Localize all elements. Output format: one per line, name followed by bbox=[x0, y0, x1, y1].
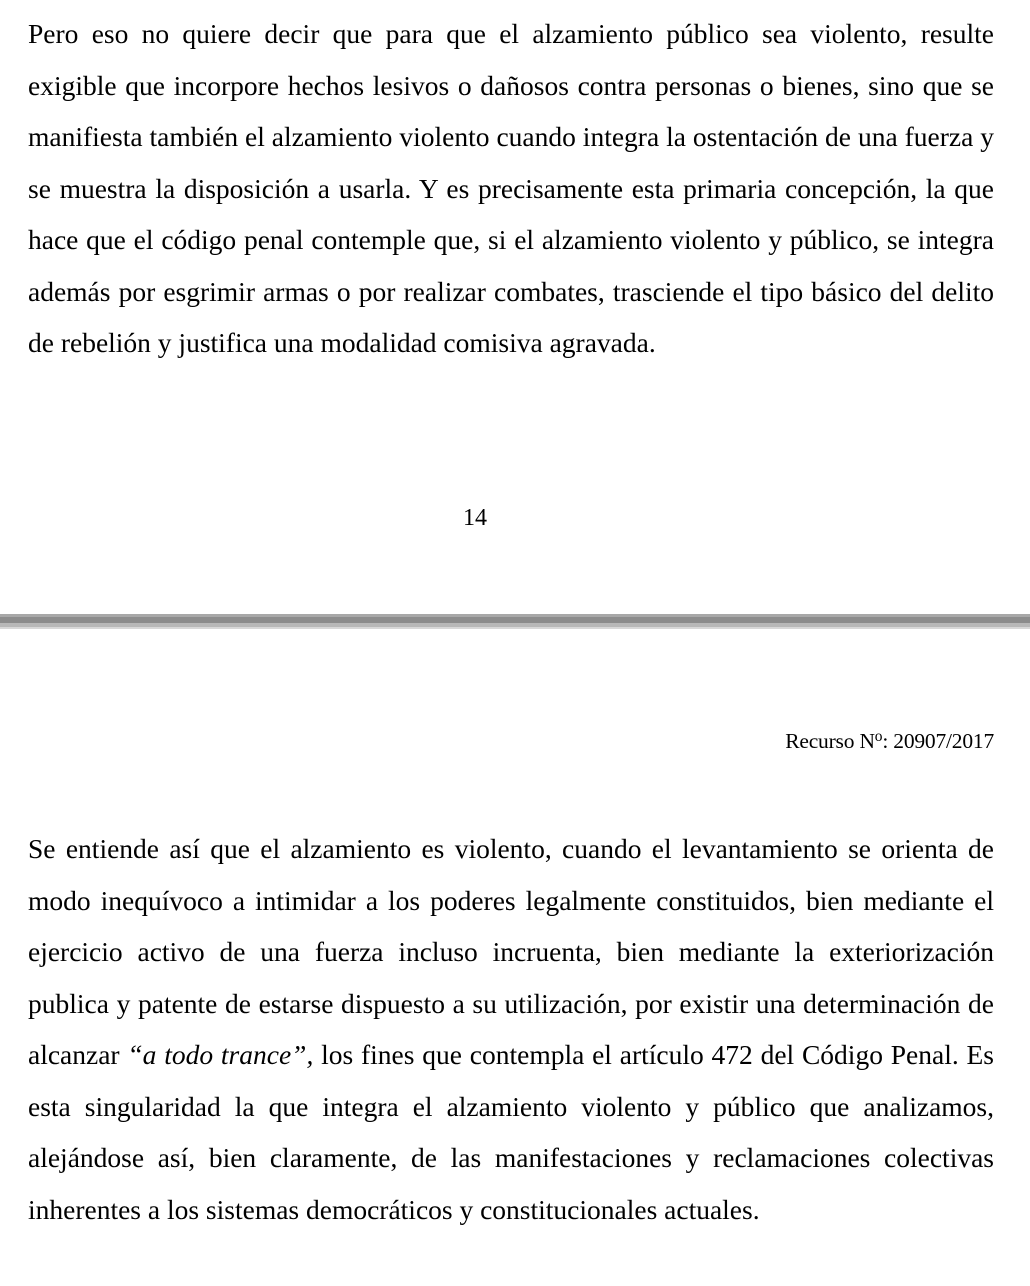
body-paragraph: Pero eso no quiere decir que para que el alzamiento público sea violento, resulte exigible que incorpore hechos lesivos o dañosos contra personas o bienes, sino que se manifiesta también el alzamiento violento cuando integra la ostentación de una fuerza y se muestra la disposición a usarla. Y es precisamente esta primaria concepción, la que hace que el código penal contemple que, si el alzamiento violento y público, se integra además por esgrimir armas o por realizar combates, trasciende el tipo básico del delito de rebelión y justifica una modalidad comisiva agravada. bbox=[28, 18, 994, 358]
case-reference-header bbox=[785, 726, 994, 756]
paragraph-text-before-quote: Se entiende así que el alzamiento es violento, cuando el levantamiento se orienta de modo inequívoco a intimidar a los poderes legalmente constituidos, bien mediante el ejercicio activo de una fuerza incluso incruenta, bien mediante la exteriorización publica y patente de estarse dispuesto a su utilización, por existir una determinación de alcanzar bbox=[28, 833, 994, 1070]
paragraph-text-after-quote: los fines que contempla el artículo 472 del Código Penal. Es esta singularidad la que integra el alzamiento violento y público que analizamos, alejándose así, bien claramente, de las manifestaciones y reclamaciones colectivas inherentes a los sistemas democráticos y constitucionales actuales. bbox=[28, 1039, 994, 1225]
document-page-14 bbox=[0, 0, 1030, 612]
page-number: 14 bbox=[463, 505, 487, 531]
document-page-15 bbox=[0, 632, 1030, 1286]
italic-quote: “a todo trance”, bbox=[127, 1039, 314, 1070]
page-separator bbox=[0, 612, 1030, 632]
case-reference-number: : 20907/2017 bbox=[882, 729, 994, 753]
case-reference-superscript: o bbox=[874, 728, 883, 746]
case-reference-prefix: Recurso N bbox=[785, 729, 875, 753]
body-paragraph bbox=[28, 823, 994, 1235]
